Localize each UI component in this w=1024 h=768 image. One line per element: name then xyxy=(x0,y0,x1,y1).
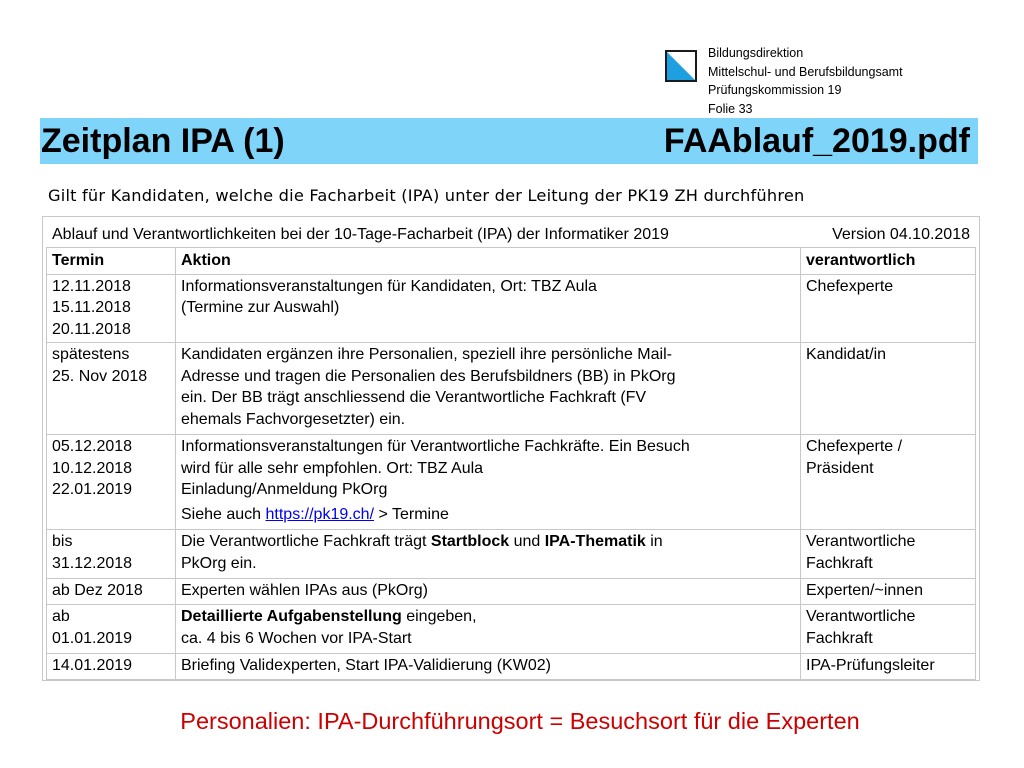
verantwortlich-line: Fachkraft xyxy=(806,629,873,647)
aktion-line: ca. 4 bis 6 Wochen vor IPA-Start xyxy=(181,629,412,647)
document-heading: Ablauf und Verantwortlichkeiten bei der 10-Tage-Facharbeit (IPA) der Informatiker 2019 xyxy=(52,226,669,243)
table-row xyxy=(47,530,976,579)
aktion-line: Experten wählen IPAs aus (PkOrg) xyxy=(181,582,428,599)
table-header-row xyxy=(47,248,976,275)
verantwortlich-line: Chefexperte xyxy=(806,277,894,295)
organisation-block xyxy=(708,44,903,118)
termin-line: 22.01.2019 xyxy=(52,481,133,498)
aktion-line xyxy=(181,504,795,526)
table-row xyxy=(47,579,976,605)
aktion-cell xyxy=(176,530,801,579)
termin-line: 31.12.2018 xyxy=(52,554,133,572)
termin-cell xyxy=(47,274,176,343)
aktion-line: Informationsveranstaltungen für Verantwortliche Fachkräfte. Ein Besuch xyxy=(181,438,690,455)
table-row xyxy=(47,654,976,680)
table-row xyxy=(47,605,976,654)
aktion-line: Adresse und tragen die Personalien des Berufsbildners (BB) in PkOrg xyxy=(181,367,676,385)
text-run: Die Verantwortliche Fachkraft trägt xyxy=(181,533,431,550)
aktion-cell xyxy=(176,605,801,654)
slide-title: Zeitplan IPA (1) xyxy=(41,122,285,160)
header-verantwortlich: verantwortlich xyxy=(801,248,976,275)
org-line-amt: Mittelschul- und Berufsbildungsamt xyxy=(708,64,903,79)
pk19-link[interactable]: https://pk19.ch/ xyxy=(265,505,375,523)
termin-line: ab Dez 2018 xyxy=(52,582,143,599)
termin-cell xyxy=(47,343,176,435)
termin-cell xyxy=(47,579,176,605)
table-row xyxy=(47,343,976,435)
termin-line: spätestens xyxy=(52,346,130,363)
file-title: FAAblauf_2019.pdf xyxy=(663,122,970,160)
aktion-line: wird für alle sehr empfohlen. Ort: TBZ Aula xyxy=(181,459,484,477)
verantwortlich-line: IPA-Prüfungsleiter xyxy=(806,657,935,674)
verantwortlich-line: Experten/~innen xyxy=(806,582,923,599)
aktion-line: PkOrg ein. xyxy=(181,554,257,572)
termin-line: 25. Nov 2018 xyxy=(52,367,148,385)
aktion-line xyxy=(181,606,795,628)
schedule-table xyxy=(46,247,976,680)
aktion-line: Einladung/Anmeldung PkOrg xyxy=(181,481,388,498)
bold-ipa-thematik: IPA-Thematik xyxy=(544,533,646,550)
title-bar xyxy=(40,118,978,164)
verantwortlich-cell xyxy=(801,654,976,680)
aktion-cell xyxy=(176,343,801,435)
aktion-line: Informationsveranstaltungen für Kandidaten, Ort: TBZ Aula xyxy=(181,277,597,295)
aktion-line: (Termine zur Auswahl) xyxy=(181,299,340,316)
aktion-cell xyxy=(176,579,801,605)
org-line-kommission: Prüfungskommission 19 xyxy=(708,83,842,98)
termin-line: 20.11.2018 xyxy=(52,320,131,338)
aktion-line: Kandidaten ergänzen ihre Personalien, speziell ihre persönliche Mail- xyxy=(181,346,672,363)
footer-note: Personalien: IPA-Durchführungsort = Besuchsort für die Experten xyxy=(180,708,860,734)
link-suffix: > Termine xyxy=(374,505,449,523)
bold-startblock: Startblock xyxy=(430,533,510,550)
aktion-cell xyxy=(176,654,801,680)
termin-line: 12.11.2018 xyxy=(52,277,131,295)
link-prefix: Siehe auch xyxy=(181,505,266,523)
verantwortlich-cell xyxy=(801,530,976,579)
bold-aufgabenstellung: Detaillierte Aufgabenstellung xyxy=(181,608,402,625)
termin-cell xyxy=(47,605,176,654)
verantwortlich-cell xyxy=(801,343,976,435)
aktion-line xyxy=(181,531,795,553)
aktion-line: ehemals Fachvorgesetzter) ein. xyxy=(181,410,406,428)
document-header xyxy=(52,226,974,244)
termin-line: bis xyxy=(52,533,73,550)
slide-number: Folie 33 xyxy=(708,101,753,116)
verantwortlich-cell xyxy=(801,579,976,605)
verantwortlich-line: Präsident xyxy=(806,459,874,477)
header-termin: Termin xyxy=(47,248,176,275)
org-line-direktion: Bildungsdirektion xyxy=(708,46,804,60)
termin-line: 05.12.2018 xyxy=(52,438,133,455)
termin-line: 01.01.2019 xyxy=(52,629,133,647)
verantwortlich-cell xyxy=(801,274,976,343)
subtitle: Gilt für Kandidaten, welche die Facharbeit (IPA) unter der Leitung der PK19 ZH durchführen xyxy=(48,186,805,205)
verantwortlich-cell xyxy=(801,435,976,530)
verantwortlich-line: Fachkraft xyxy=(806,554,873,572)
termin-line: 15.11.2018 xyxy=(52,299,131,316)
verantwortlich-line: Kandidat/in xyxy=(806,346,887,363)
verantwortlich-cell xyxy=(801,605,976,654)
termin-line: 10.12.2018 xyxy=(52,459,133,477)
text-run: in xyxy=(645,533,663,550)
termin-line: ab xyxy=(52,608,70,625)
termin-cell xyxy=(47,530,176,579)
zurich-canton-logo-icon xyxy=(665,50,697,82)
document-version: Version 04.10.2018 xyxy=(832,226,970,243)
verantwortlich-line: Verantwortliche xyxy=(806,608,916,625)
header-aktion: Aktion xyxy=(176,248,801,275)
text-run: und xyxy=(509,533,545,550)
text-run: eingeben, xyxy=(401,608,477,625)
aktion-cell xyxy=(176,435,801,530)
verantwortlich-line: Verantwortliche xyxy=(806,533,916,550)
aktion-cell xyxy=(176,274,801,343)
aktion-line: ein. Der BB trägt anschliessend die Verantwortliche Fachkraft (FV xyxy=(181,389,647,406)
verantwortlich-line: Chefexperte / xyxy=(806,438,903,455)
termin-cell xyxy=(47,654,176,680)
table-row xyxy=(47,274,976,343)
termin-line: 14.01.2019 xyxy=(52,657,133,674)
aktion-line: Briefing Validexperten, Start IPA-Validierung (KW02) xyxy=(181,657,551,674)
table-row xyxy=(47,435,976,530)
termin-cell xyxy=(47,435,176,530)
